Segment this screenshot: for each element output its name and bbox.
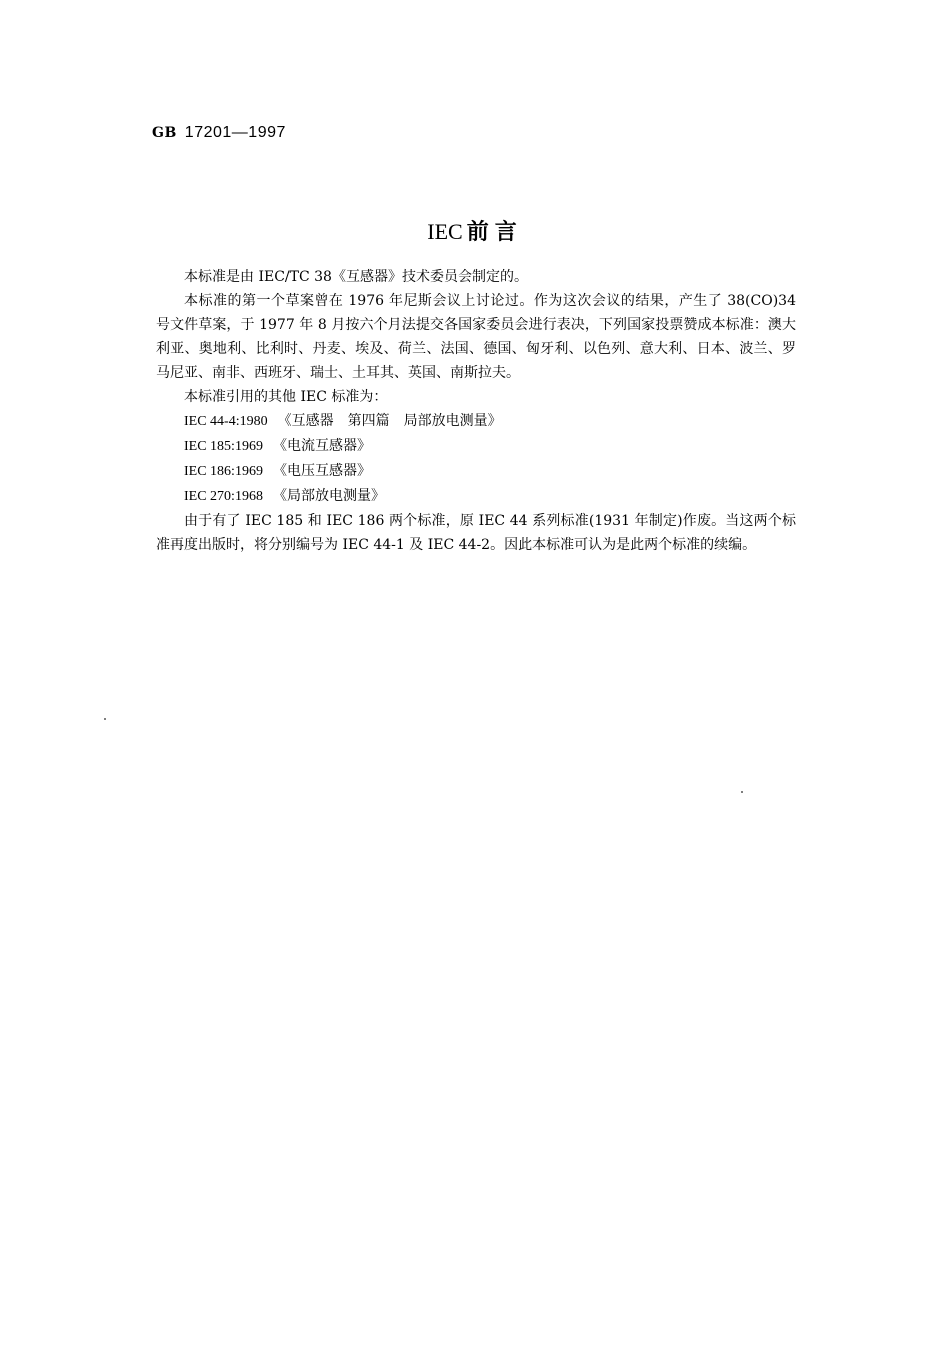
paragraph-supersede: 由于有了 IEC 185 和 IEC 186 两个标准，原 IEC 44 系列标准(1931 年制定)作废。当这两个标准再度出版时，将分别编号为 IEC 44-1 及 IEC 44-2。因此本标准可认为是此两个标准的续编。 [156,513,796,553]
reference-title: 《电流互感器》 [272,438,371,454]
reference-title: 《互感器 第四篇 局部放电测量》 [277,413,502,429]
reference-item [156,484,796,509]
reference-item [156,459,796,484]
foreword-body [156,265,796,557]
standard-code [152,124,286,142]
scan-speck [741,791,743,793]
reference-code: IEC 270:1968 [184,489,263,504]
reference-title: 《局部放电测量》 [272,488,385,504]
paragraph-committee: 本标准是由 IEC/TC 38《互感器》技术委员会制定的。 [184,269,528,285]
paragraph-references-intro: 本标准引用的其他 IEC 标准为： [184,389,388,405]
reference-code: IEC 44-4:1980 [184,414,268,429]
title-cjk: 前言 [466,219,523,245]
reference-item [156,409,796,434]
reference-code: IEC 186:1969 [184,464,263,479]
page-title [0,215,950,246]
scan-speck [104,718,106,720]
paragraph-history: 本标准的第一个草案曾在 1976 年尼斯会议上讨论过。作为这次会议的结果，产生了 38(CO)34 号文件草案，于 1977 年 8 月按六个月法提交各国家委员会进行表决，下列国家投票赞成本标准：澳大利亚、奥地利、比利时、丹麦、埃及、荷兰、法国、德国、匈牙利、以色列、意大利、日本、波兰、罗马尼亚、南非、西班牙、瑞士、土耳其、英国、南斯拉夫。 [156,293,796,381]
title-latin: IEC [427,219,463,244]
reference-code: IEC 185:1969 [184,439,263,454]
standard-prefix: GB [152,125,177,141]
reference-title: 《电压互感器》 [272,463,371,479]
standard-number: 17201—1997 [184,124,286,141]
reference-list [156,409,796,509]
reference-item [156,434,796,459]
